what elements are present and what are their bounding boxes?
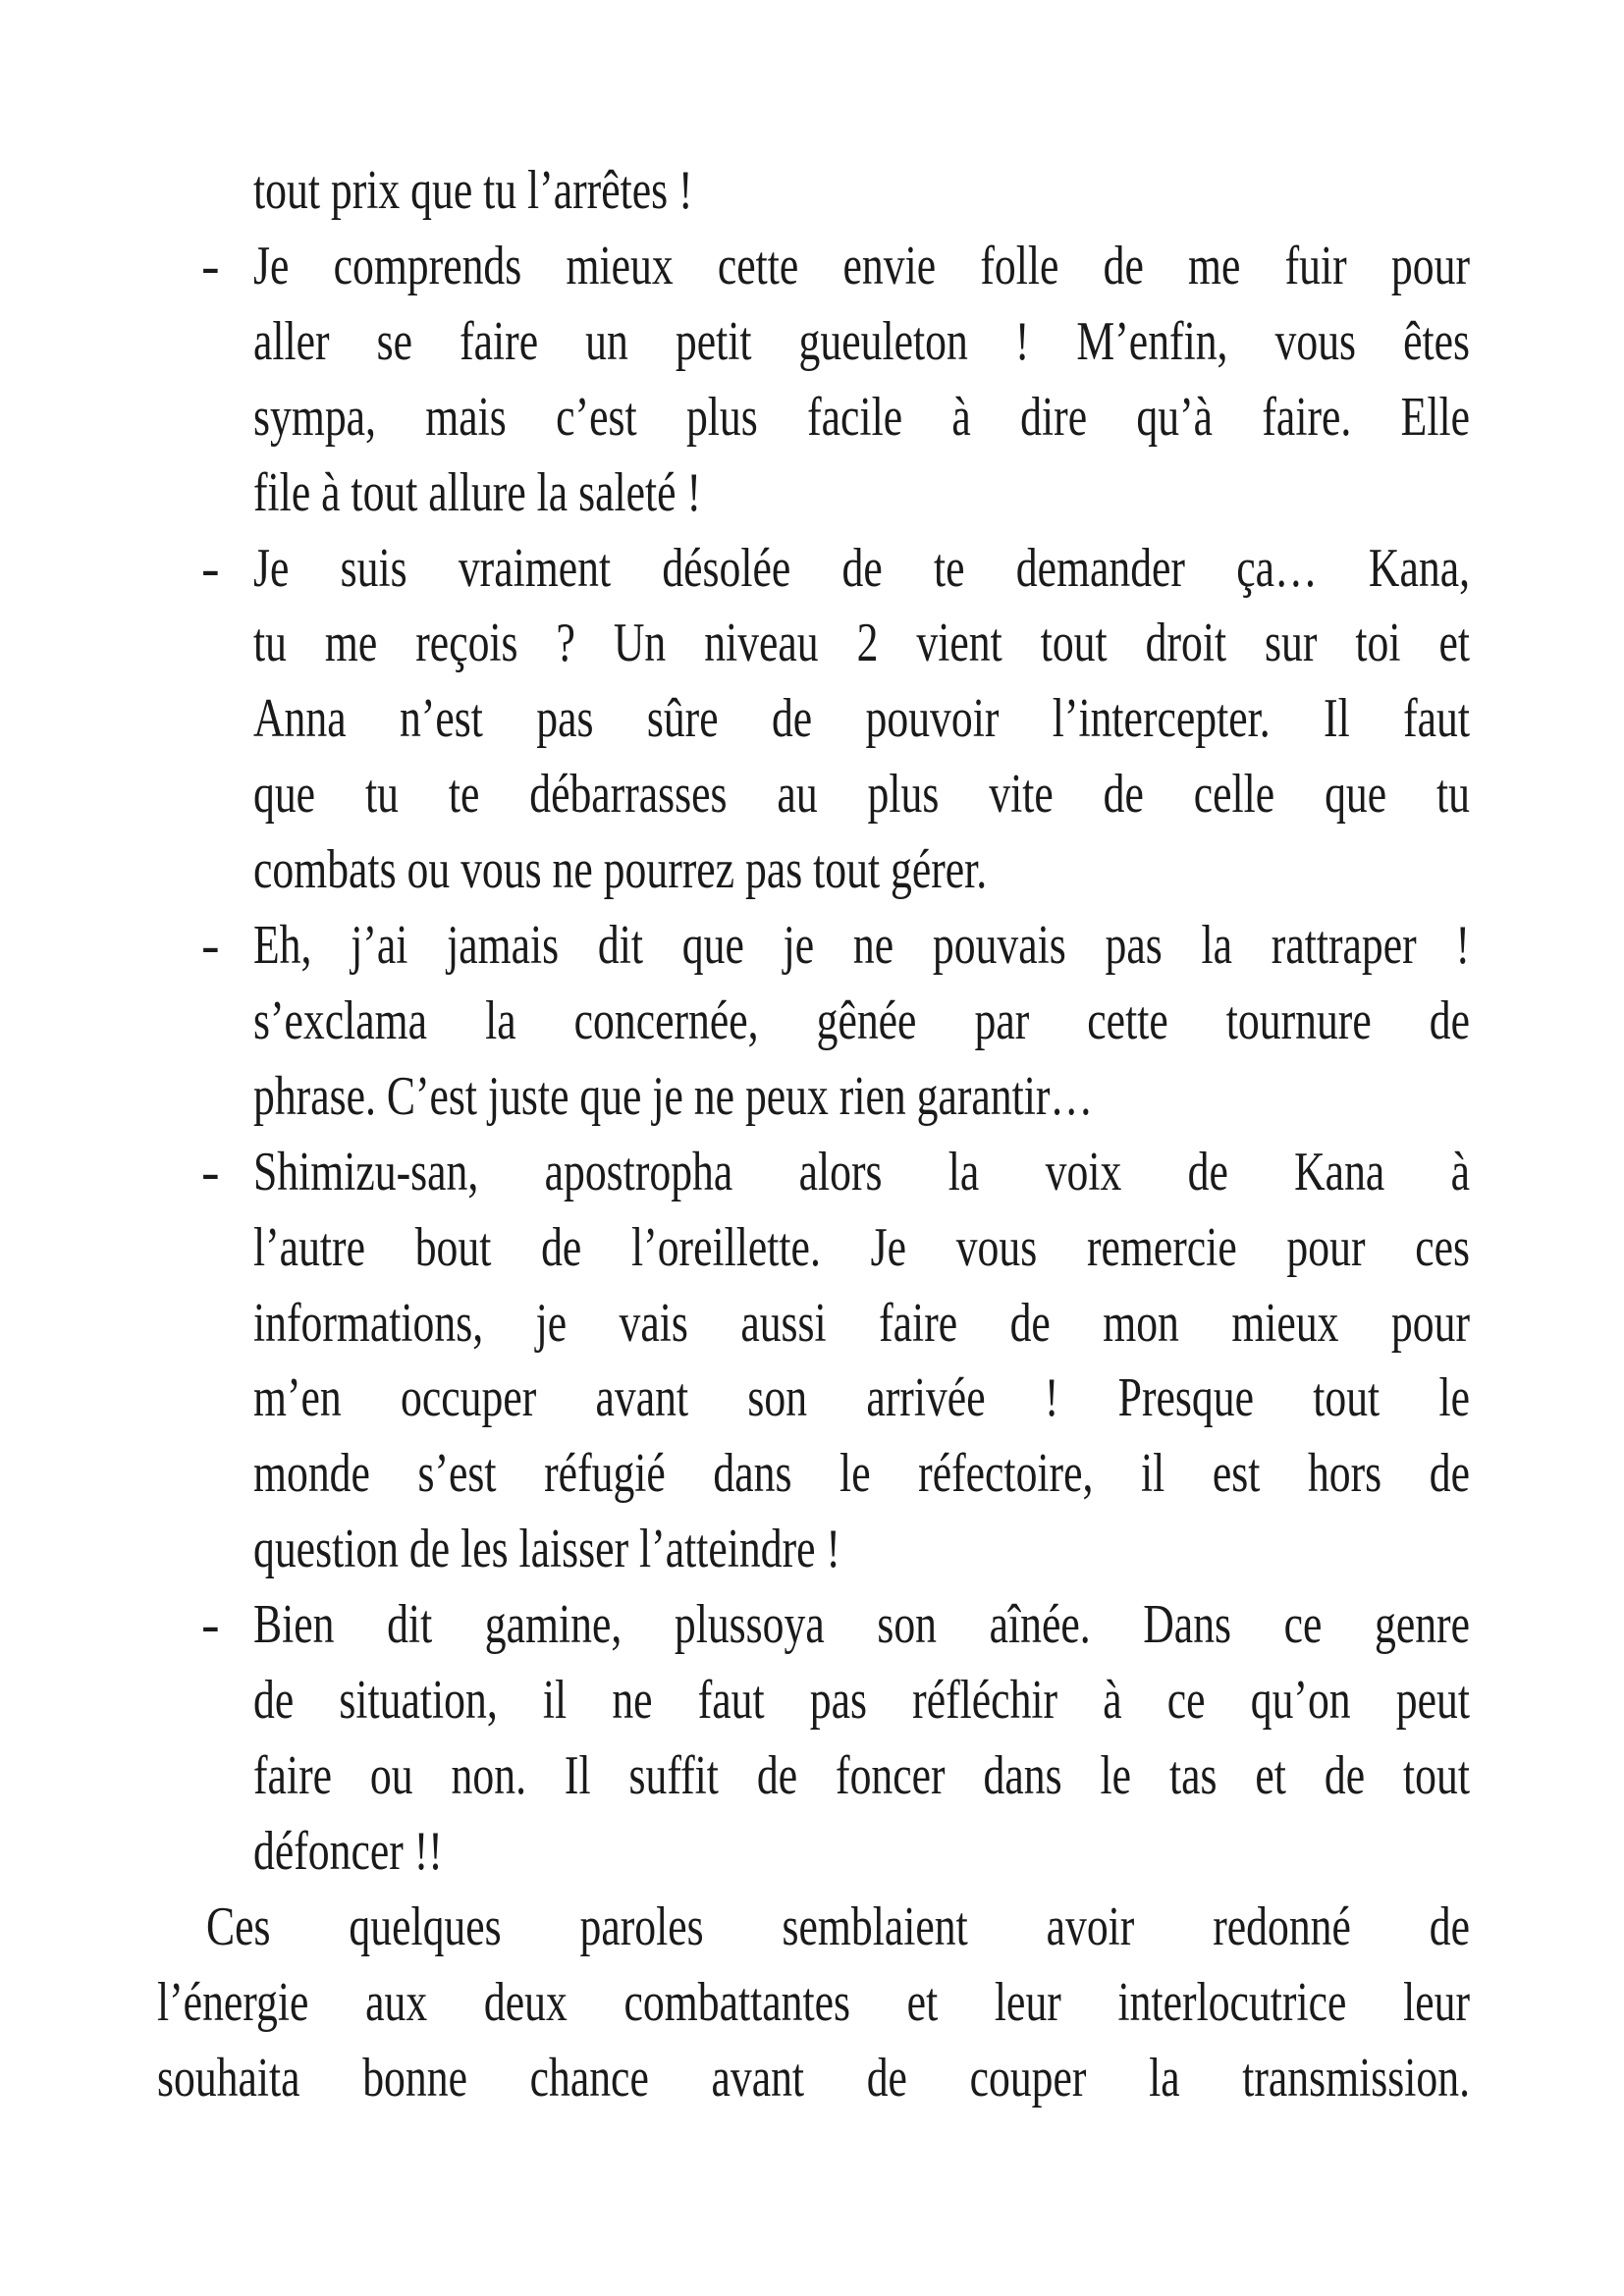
dialogue-line [253, 606, 1470, 681]
line-text: combats ou vous ne pourrez pas tout gérer. [253, 839, 988, 901]
dialogue-line [253, 304, 1470, 380]
dialogue-line [253, 1587, 1470, 1663]
dialogue-dash: - [201, 235, 220, 296]
dialogue-line [253, 984, 1470, 1059]
dialogue-line [253, 908, 1470, 984]
dialogue-dash: - [201, 1594, 220, 1656]
dialogue-line [253, 1663, 1470, 1738]
dialogue-line [253, 832, 1470, 908]
line-text: de situation, il ne faut pas réfléchir à ce qu’on peut [253, 1670, 1471, 1731]
dialogue-line [253, 1814, 1470, 1890]
line-text: Ces quelques paroles semblaient avoir redonné de [206, 1896, 1470, 1957]
line-text: que tu te débarrasses au plus vite de celle que tu [253, 764, 1471, 826]
line-text: Eh, j’ai jamais dit que je ne pouvais pas la rattraper ! [253, 915, 1471, 976]
line-text: souhaita bonne chance avant de couper la transmission. [157, 2047, 1471, 2109]
line-text: aller se faire un petit gueuleton ! M’enfin, vous êtes [253, 310, 1471, 372]
dialogue-line [253, 1436, 1470, 1512]
dialogue-line [253, 1210, 1470, 1286]
line-text: m’en occuper avant son arrivée ! Presque tout le [253, 1367, 1470, 1429]
line-text: faire ou non. Il suffit de foncer dans le tas et de tout [253, 1744, 1470, 1806]
dialogue-line [253, 1738, 1470, 1814]
dialogue-dash: - [201, 1141, 220, 1202]
dialogue-line [253, 1135, 1470, 1210]
paragraph-line [157, 2041, 1470, 2116]
line-text: s’exclama la concernée, gênée par cette tournure de [253, 989, 1471, 1051]
paragraph-line [157, 1965, 1470, 2041]
line-text: Je comprends mieux cette envie folle de me fuir pour [253, 235, 1471, 296]
dialogue-line [253, 455, 1470, 531]
line-text: défoncer !! [253, 1820, 443, 1882]
dialogue-line [253, 681, 1470, 757]
line-text: Je suis vraiment désolée de te demander ça… Kana, [253, 537, 1471, 599]
line-text: tu me reçois ? Un niveau 2 vient tout droit sur toi et [253, 613, 1471, 674]
line-text: tout prix que tu l’arrêtes ! [253, 160, 693, 221]
line-text: informations, je vais aussi faire de mon mieux pour [253, 1292, 1471, 1354]
dialogue-dash: - [201, 915, 220, 976]
line-text: question de les laisser l’atteindre ! [253, 1519, 840, 1580]
line-text: sympa, mais c’est plus facile à dire qu’à faire. Elle [253, 386, 1470, 448]
dialogue-line [253, 531, 1470, 607]
dialogue-line [253, 757, 1470, 832]
dialogue-line [253, 153, 1470, 229]
dialogue-line [253, 380, 1470, 455]
line-text: l’autre bout de l’oreillette. Je vous remercie pour ces [253, 1216, 1471, 1278]
dialogue-line [253, 1059, 1470, 1135]
line-text: Bien dit gamine, plussoya son aînée. Dans ce genre [253, 1594, 1471, 1656]
line-text: phrase. C’est juste que je ne peux rien garantir… [253, 1065, 1094, 1127]
dialogue-line [253, 1286, 1470, 1362]
line-text: file à tout allure la saleté ! [253, 461, 701, 523]
dialogue-line [253, 229, 1470, 304]
paragraph-line [206, 1890, 1470, 1965]
dialogue-line [253, 1361, 1470, 1436]
dialogue-line [253, 1512, 1470, 1587]
line-text: monde s’est réfugié dans le réfectoire, il est hors de [253, 1443, 1471, 1505]
line-text: Shimizu-san, apostropha alors la voix de Kana à [253, 1141, 1471, 1202]
line-text: l’énergie aux deux combattantes et leur interlocutrice leur [157, 1971, 1471, 2033]
line-text: Anna n’est pas sûre de pouvoir l’intercepter. Il faut [253, 688, 1470, 750]
dialogue-dash: - [201, 537, 220, 599]
